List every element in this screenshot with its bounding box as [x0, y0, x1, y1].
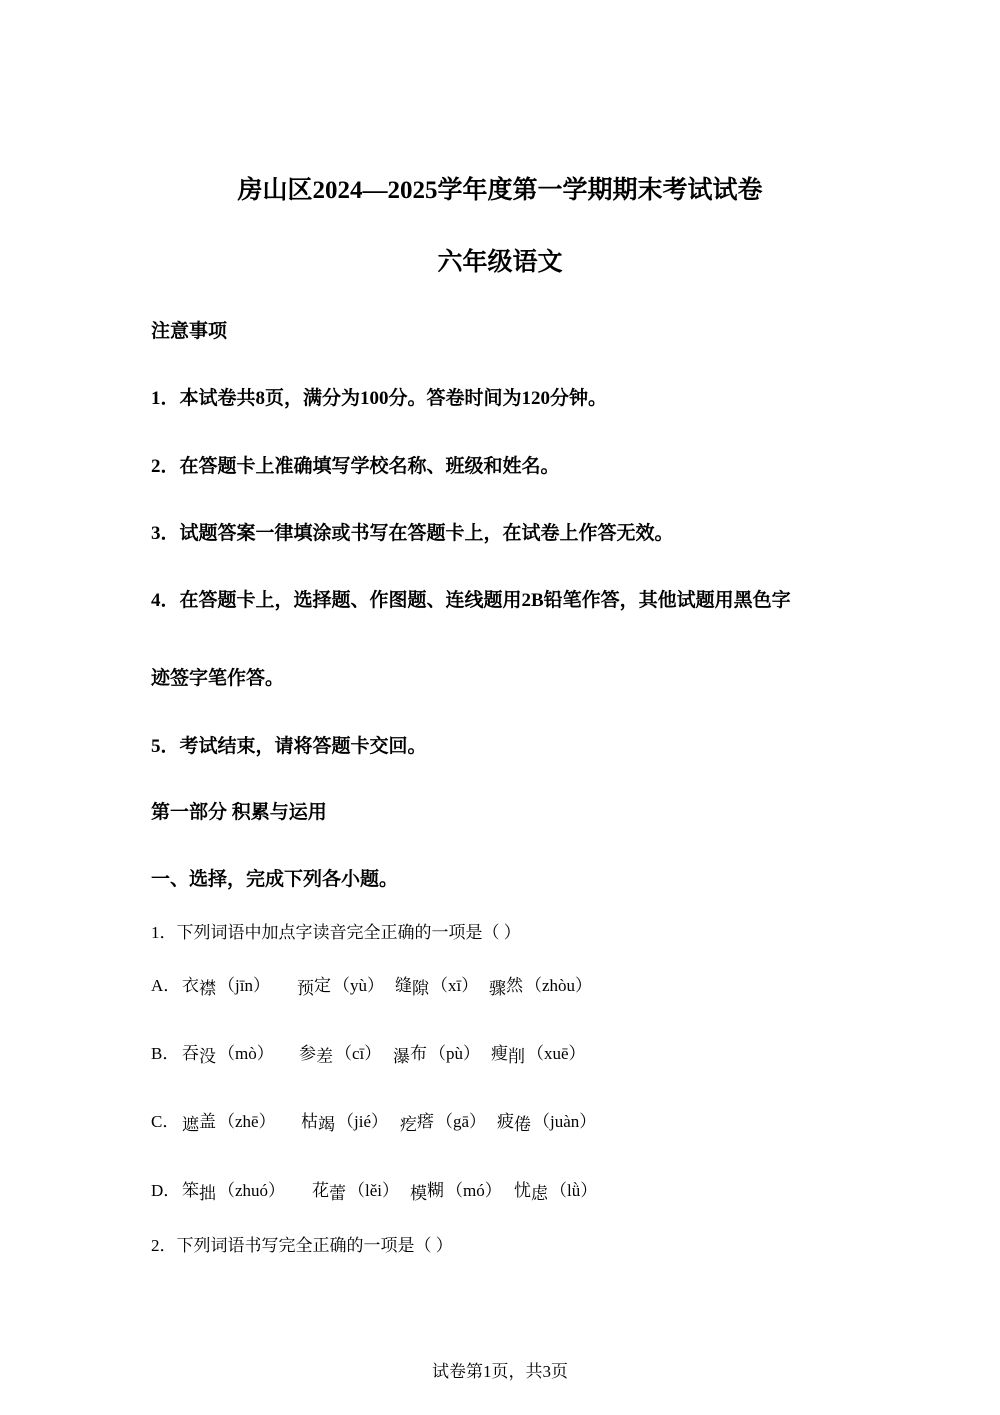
notice-item: 2．在答题卡上准确填写学校名称、班级和姓名。: [151, 456, 560, 477]
part-title: 第一部分 积累与运用: [151, 802, 327, 823]
option-word: 吞没 （mò）: [182, 1044, 274, 1066]
page-footer: 试卷第1页，共3页: [432, 1362, 568, 1381]
option-label: A．: [151, 976, 181, 995]
option-word: 遮盖 （zhē）: [182, 1112, 276, 1134]
notice-item: 5．考试结束，请将答题卡交回。: [151, 736, 427, 757]
exam-subtitle: 六年级语文: [437, 249, 563, 276]
option-label: C．: [151, 1112, 180, 1131]
option-word: 花蕾 （lěi）: [312, 1181, 399, 1203]
option-word: 瀑布 （pù）: [393, 1044, 480, 1066]
notice-item: 1．本试卷共8页，满分为100分。答卷时间为120分钟。: [151, 388, 608, 409]
notice-item-continued: 迹签字笔作答。: [151, 668, 285, 689]
notice-heading: 注意事项: [151, 321, 228, 342]
option-word: 笨拙 （zhuó）: [182, 1181, 286, 1203]
question-stem: 2．下列词语书写完全正确的一项是（ ）: [151, 1236, 453, 1255]
option-word: 瘦削 （xuē）: [491, 1044, 586, 1066]
option-word: 枯竭 （jié）: [301, 1112, 388, 1134]
option-word: 疲倦 （juàn）: [497, 1112, 597, 1134]
option-word: 忧虑 （lǜ）: [514, 1181, 598, 1203]
notice-item: 3．试题答案一律填涂或书写在答题卡上，在试卷上作答无效。: [151, 523, 674, 544]
exam-title: 房山区2024—2025学年度第一学期期末考试试卷: [237, 177, 763, 204]
option-word: 参差 （cī）: [299, 1044, 382, 1066]
option-label: D．: [151, 1181, 181, 1200]
section-heading: 一、选择，完成下列各小题。: [151, 869, 399, 890]
notice-item: 4．在答题卡上，选择题、作图题、连线题用2B铅笔作答，其他试题用黑色字: [151, 590, 791, 611]
option-word: 骤然 （zhòu）: [489, 976, 593, 998]
option-word: 疙瘩 （gā）: [400, 1112, 487, 1134]
option-word: 模糊 （mó）: [410, 1181, 502, 1203]
question-stem: 1．下列词语中加点字读音完全正确的一项是（ ）: [151, 923, 521, 942]
option-word: 预定 （yù）: [297, 976, 384, 998]
option-word: 缝隙 （xī）: [395, 976, 479, 998]
option-label: B．: [151, 1044, 180, 1063]
option-word: 衣襟 （jīn）: [182, 976, 270, 998]
